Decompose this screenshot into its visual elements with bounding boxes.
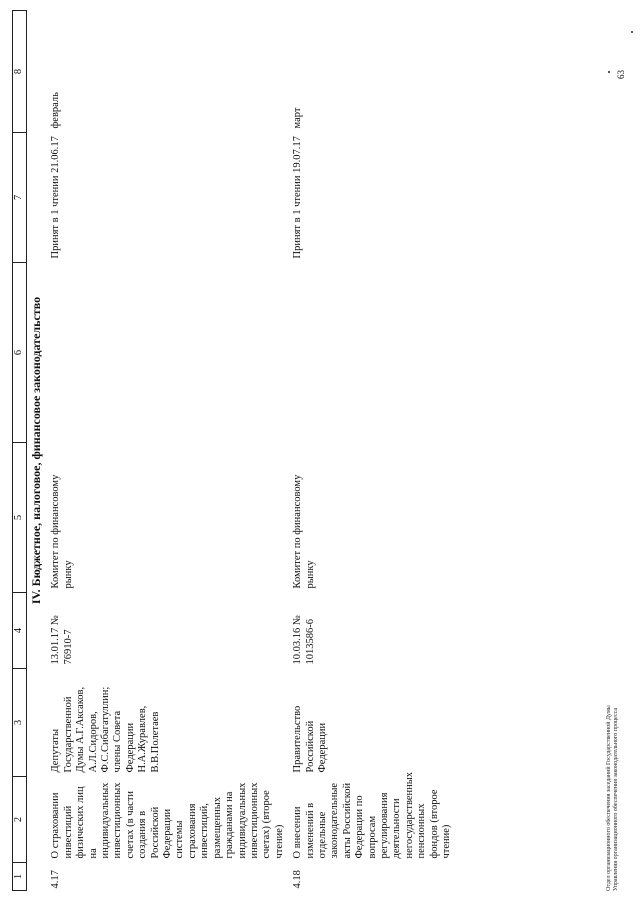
- table-row: [290, 11, 457, 891]
- header-row: [13, 11, 27, 891]
- registration-info: 10.03.16 № 1013586-6: [292, 615, 316, 665]
- column-6-cell: [48, 263, 290, 443]
- speck-mark: [631, 31, 633, 33]
- footer-note: [606, 705, 620, 891]
- header-cell: 1: [13, 863, 27, 891]
- header-cell: 7: [13, 133, 27, 263]
- planned-month: март: [292, 107, 304, 129]
- section-row: [27, 11, 49, 891]
- header-cell: 2: [13, 777, 27, 863]
- page-number: 63: [616, 70, 626, 79]
- header-cell: 4: [13, 593, 27, 669]
- footer-line: Отдел организационного обеспечения заседаний Государственной Думы: [606, 705, 612, 891]
- column-6-cell: [290, 263, 457, 443]
- header-cell: 3: [13, 669, 27, 777]
- bill-status: Принят в 1 чтении 19.07.17: [292, 136, 304, 259]
- header-cell: 8: [13, 11, 27, 133]
- registration-info: 13.01.17 № 76910-7: [50, 615, 74, 665]
- row-number: 4.17: [50, 870, 62, 889]
- responsible-committee: Комитет по финансовому рынку: [50, 474, 74, 589]
- header-cell: 6: [13, 263, 27, 443]
- responsible-committee: Комитет по финансовому рынку: [292, 474, 316, 589]
- bill-status: Принят в 1 чтении 21.06.17: [50, 136, 62, 259]
- header-cell: 5: [13, 443, 27, 593]
- table-row: [48, 11, 290, 891]
- bill-title: О внесении изменений в отдельные законодательные акты Российской Федерации по вопросам регулирования деятельности негосударственных пенсионных фондов (второе чтение): [292, 771, 452, 859]
- row-number: 4.18: [292, 870, 304, 889]
- footer-line: Управления организационного обеспечения законодательного процесса: [613, 707, 619, 891]
- section-title: IV. Бюджетное, налоговое, финансовое законодательство: [29, 296, 43, 605]
- bill-author: Депутаты Государственной Думы А.Г.Аксаков, А.Л.Сидоров, Ф.С.Сибагатуллин; члены Совета Федерации Н.А.Журавлев, В.В.Полетаев: [50, 686, 161, 773]
- legislation-table: [12, 10, 457, 891]
- bill-title: О страховании инвестиций физических лиц на индивидуальных инвестиционных счетах (в части создания в Российской Федерации системы страхования инвестиций, размещенных гражданами на индивидуальных инвестиционных счетах) (второе чтение): [50, 782, 285, 859]
- speck-mark: [608, 71, 610, 73]
- bill-author: Правительство Российской Федерации: [292, 705, 328, 773]
- planned-month: февраль: [50, 92, 62, 129]
